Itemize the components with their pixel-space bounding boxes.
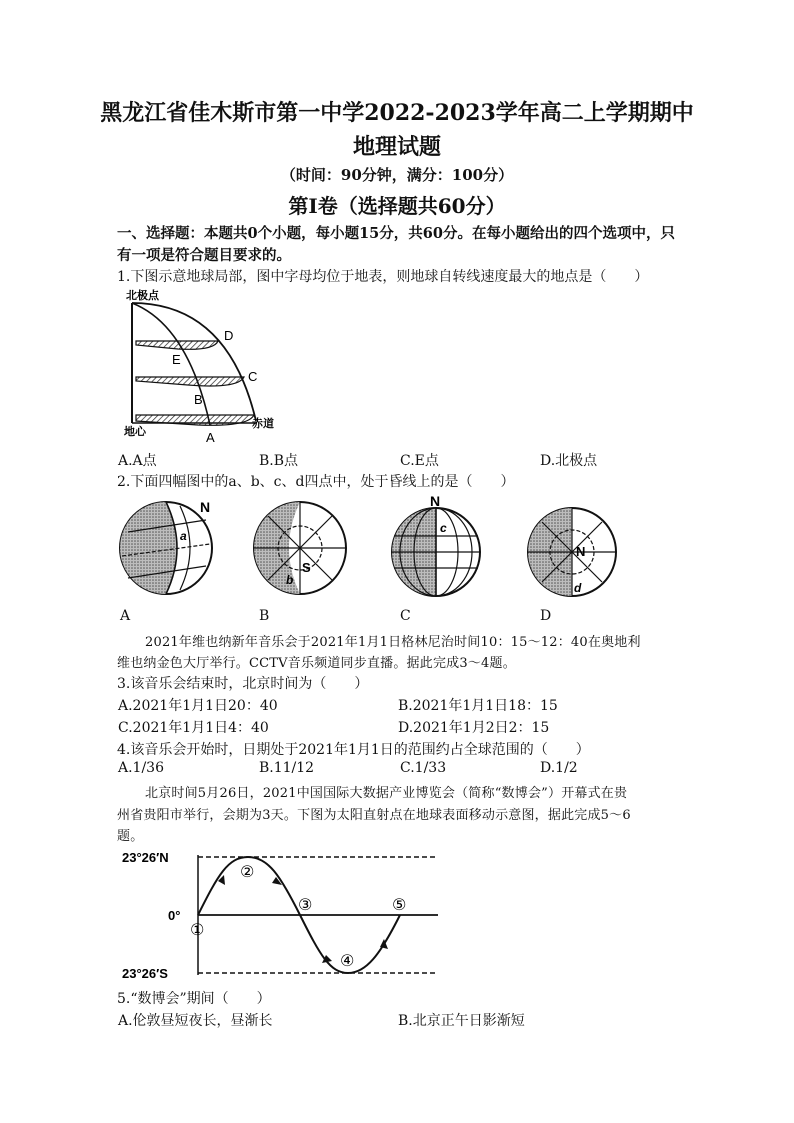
q1-option-a: A.A点 — [118, 453, 157, 469]
paper-title: 黑龙江省佳木斯市第一中学2022-2023学年高二上学期期中 — [100, 100, 694, 126]
label-point-e: E — [172, 352, 181, 367]
section-title: 第Ⅰ卷（选择题共60分） — [288, 194, 506, 218]
q3-stem: 3.该音乐会结束时，北京时间为（ ） — [117, 676, 369, 692]
q2-globes-figure — [110, 492, 650, 604]
latitude-band-middle — [136, 377, 244, 386]
label-point-d: D — [224, 328, 234, 343]
point-4: ④ — [340, 953, 355, 970]
sun-direct-point-figure — [118, 845, 448, 980]
latitude-band-upper — [136, 341, 218, 349]
label-point-b: B — [194, 392, 203, 407]
globe-b — [254, 502, 346, 594]
q4-option-c: C.1/33 — [400, 760, 447, 776]
globe-c-point-c: c — [440, 521, 447, 535]
q4-option-b: B.11/12 — [259, 760, 315, 776]
q5-stem: 5.“数博会”期间（ ） — [117, 991, 271, 1007]
q3-option-b: B.2021年1月1日18：15 — [398, 698, 558, 714]
point-1: ① — [190, 922, 205, 939]
globe-a-north-label: N — [200, 499, 211, 515]
q2-caption-d: D — [540, 608, 552, 624]
q3-option-a: A.2021年1月1日20：40 — [118, 698, 278, 714]
passage2-line3: 题。 — [117, 829, 144, 844]
q2-stem: 2.下面四幅图中的a、b、c、d四点中，处于昏线上的是（ ） — [117, 474, 515, 490]
globe-a-point-a: a — [180, 529, 187, 543]
instructions-line2: 有一项是符合题目要求的。 — [117, 247, 291, 264]
q4-option-a: A.1/36 — [118, 760, 164, 776]
globe-b-south-label: S — [302, 560, 311, 575]
globe-c — [392, 493, 480, 596]
q1-option-d: D.北极点 — [540, 453, 598, 469]
q1-option-c: C.E点 — [400, 453, 439, 469]
globe-a — [120, 499, 212, 594]
passage2-line1: 北京时间5月26日，2021中国国际大数据产业博览会（简称“数博会”）开幕式在贵 — [145, 786, 628, 801]
globe-c-north-label: N — [430, 493, 441, 509]
passage2-line2: 州省贵阳市举行，会期为3天。下图为太阳直射点在地球表面移动示意图，据此完成5～6 — [117, 808, 631, 823]
q4-option-d: D.1/2 — [540, 760, 578, 776]
q2-caption-c: C — [400, 608, 411, 624]
label-earth-center: 地心 — [124, 426, 146, 438]
q1-option-b: B.B点 — [259, 453, 299, 469]
q5-option-a: A.伦敦昼短夜长，昼渐长 — [118, 1013, 273, 1029]
label-equator: 赤道 — [252, 418, 274, 430]
label-point-a: A — [206, 430, 215, 445]
q1-stem: 1.下图示意地球局部，图中字母均位于地表，则地球自转线速度最大的地点是（ ） — [117, 269, 649, 285]
ylabel-23s: 23°26′S — [122, 966, 168, 980]
point-2: ② — [240, 864, 255, 881]
q5-option-b: B.北京正午日影渐短 — [398, 1013, 525, 1029]
q3-option-d: D.2021年1月2日2：15 — [398, 720, 550, 736]
paper-subtitle: 地理试题 — [352, 134, 441, 160]
q1-earth-quarter-figure — [118, 285, 290, 445]
point-5: ⑤ — [392, 897, 407, 914]
globe-d — [528, 508, 616, 596]
ylabel-0: 0° — [168, 908, 181, 923]
q2-caption-a: A — [120, 608, 131, 624]
q2-caption-b: B — [259, 608, 270, 624]
globe-b-point-b: b — [286, 573, 294, 587]
point-3: ③ — [298, 897, 313, 914]
label-north-pole: 北极点 — [126, 290, 159, 302]
q3-option-c: C.2021年1月1日4：40 — [118, 720, 269, 736]
label-point-c: C — [248, 369, 258, 384]
instructions-line1: 一、选择题：本题共0个小题，每小题15分，共60分。在每小题给出的四个选项中，只 — [117, 225, 675, 242]
ylabel-23n: 23°26′N — [122, 850, 169, 865]
passage1-line1: 2021年维也纳新年音乐会于2021年1月1日格林尼治时间10：15～12：40在奥地利 — [145, 635, 641, 650]
time-info: （时间：90分钟，满分：100分） — [280, 166, 514, 184]
globe-d-north-label: N — [576, 544, 586, 559]
globe-d-point-d: d — [574, 581, 582, 595]
passage1-line2: 维也纳金色大厅举行。CCTV音乐频道同步直播。据此完成3～4题。 — [117, 656, 516, 671]
q4-stem: 4.该音乐会开始时，日期处于2021年1月1日的范围约占全球范围的（ ） — [117, 742, 590, 758]
